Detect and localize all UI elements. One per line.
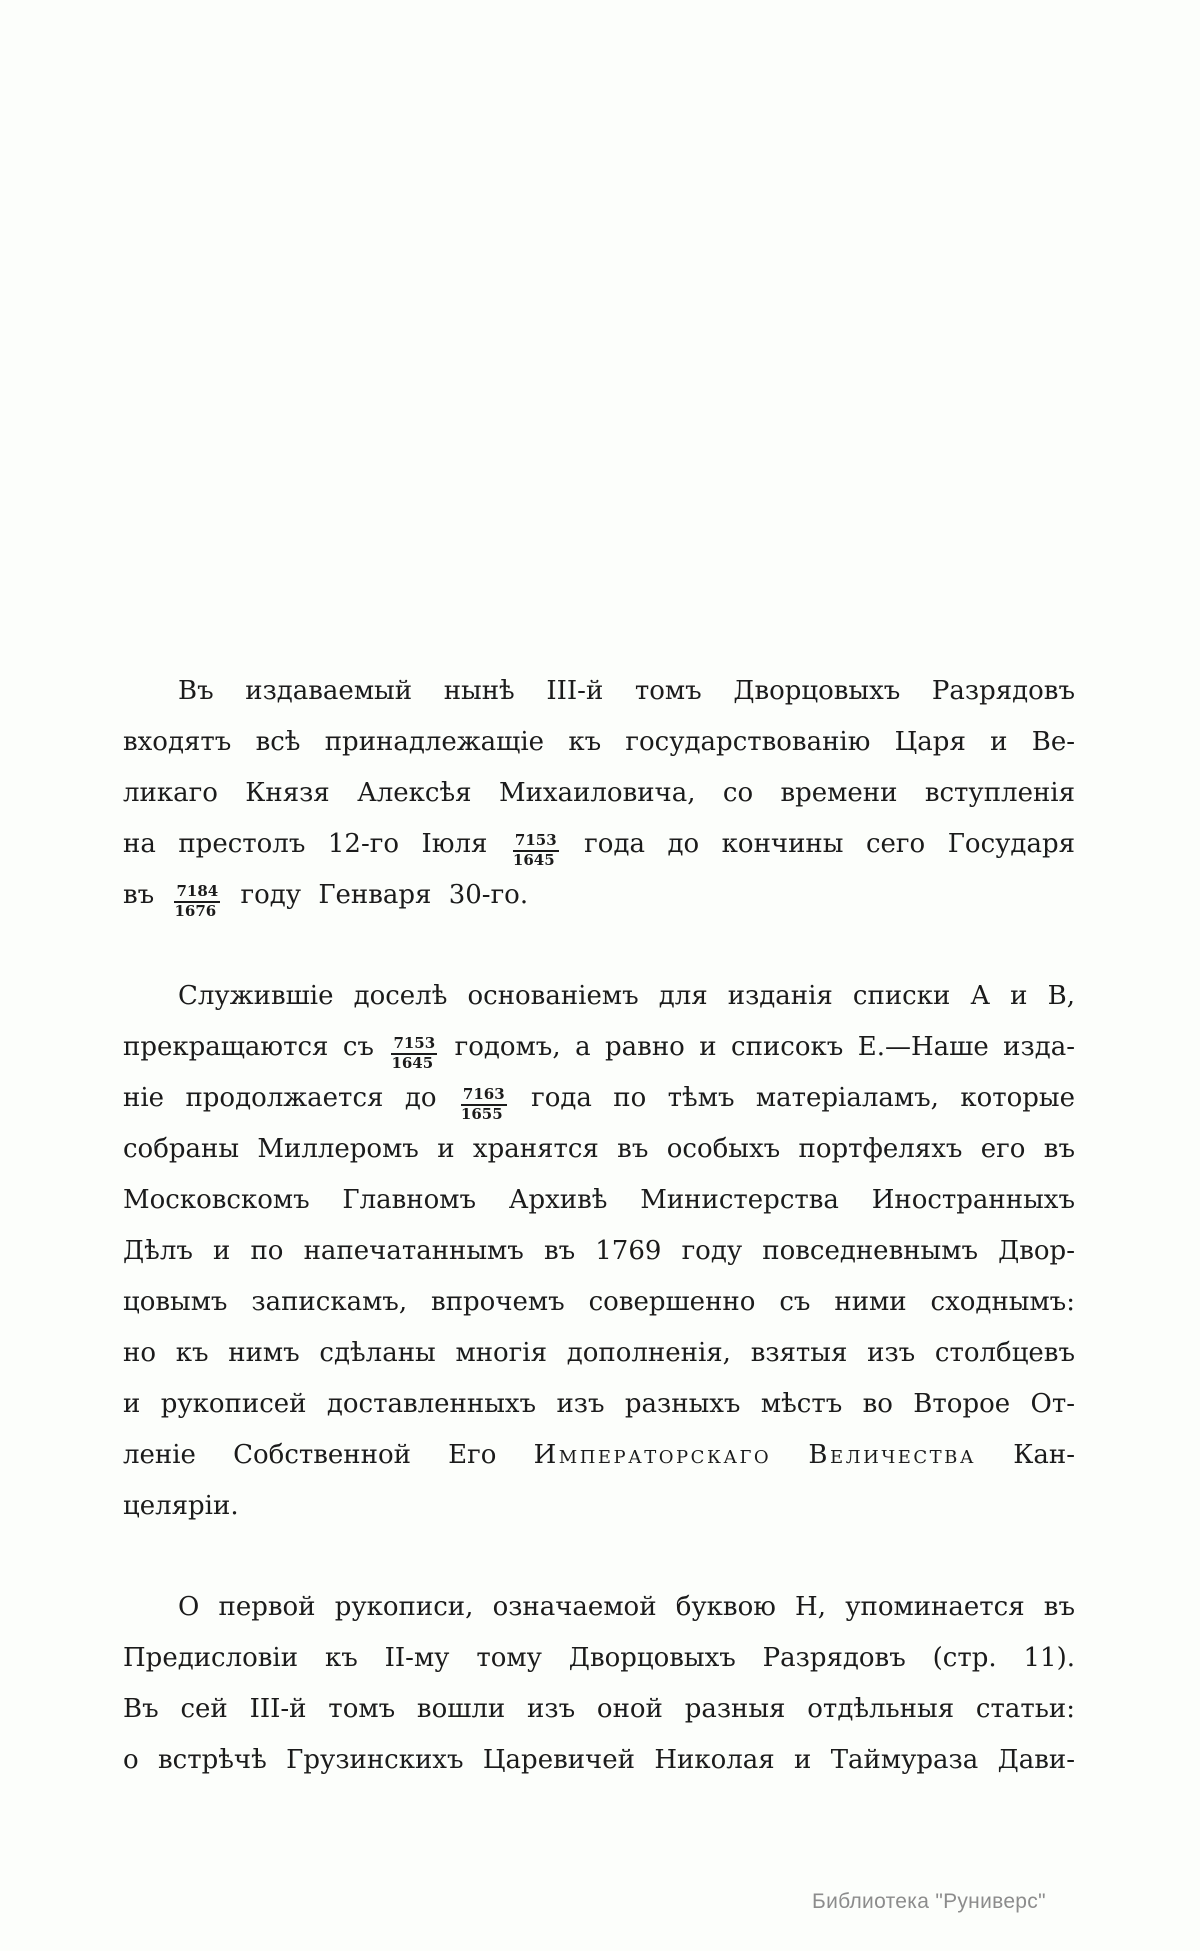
fraction-numerator: 7163 xyxy=(461,1087,507,1106)
text-line: на престолъ 12-го Іюля $\frac{7153}{1645}$ года до кончины сего Государя xyxy=(123,829,1075,869)
text-line: ликаго Князя Алексѣя Михаиловича, со времени вступленія xyxy=(123,778,1075,808)
text-line: прекращаются съ $\frac{7153}{1645}$ годомъ, а равно и списокъ Е.—Наше изда- xyxy=(123,1032,1075,1072)
text-line: Служившіе доселѣ основаніемъ для изданія списки А и В, xyxy=(178,981,1075,1011)
paragraph xyxy=(123,971,1075,1532)
page-text-block xyxy=(123,666,1075,1786)
text-line: Московскомъ Главномъ Архивѣ Министерства Иностранныхъ xyxy=(123,1185,1075,1215)
text-line: Дѣлъ и по напечатаннымъ въ 1769 году повседневнымъ Двор- xyxy=(123,1236,1075,1266)
text-line: Въ сей III-й томъ вошли изъ оной разныя отдѣльныя статьи: xyxy=(123,1694,1075,1724)
text-line: входятъ всѣ принадлежащіе къ государствованію Царя и Ве- xyxy=(123,727,1075,757)
text-line: собраны Миллеромъ и хранятся въ особыхъ портфеляхъ его въ xyxy=(123,1134,1075,1164)
fraction-numerator: 7153 xyxy=(513,833,559,852)
fraction-numerator: 7153 xyxy=(391,1036,437,1055)
text-line: Въ издаваемый нынѣ III-й томъ Дворцовыхъ Разрядовъ xyxy=(178,676,1075,706)
fraction-denominator: 1645 xyxy=(391,1053,434,1072)
fraction-denominator: 1676 xyxy=(174,901,217,920)
text-line: и рукописей доставленныхъ изъ разныхъ мѣстъ во Второе От- xyxy=(123,1389,1075,1419)
paragraph xyxy=(123,666,1075,921)
runivers-library-watermark: Библиотека "Руниверс" xyxy=(812,1890,1046,1913)
fraction-denominator: 1645 xyxy=(512,850,555,869)
text-line: но къ нимъ сдѣланы многія дополненія, взятыя изъ столбцевъ xyxy=(123,1338,1075,1368)
year-fraction xyxy=(174,884,220,920)
small-caps-text: Императорскаго xyxy=(533,1440,772,1470)
text-line: цовымъ запискамъ, впрочемъ совершенно съ ними сходнымъ: xyxy=(123,1287,1075,1317)
fraction-denominator: 1655 xyxy=(460,1104,503,1123)
text-line: о встрѣчѣ Грузинскихъ Царевичей Николая и Таймураза Дави- xyxy=(123,1745,1075,1775)
paragraph xyxy=(123,1582,1075,1786)
year-fraction xyxy=(513,833,559,869)
text-line: Предисловіи къ II-му тому Дворцовыхъ Разрядовъ (стр. 11). xyxy=(123,1643,1075,1673)
text-line: въ $\frac{7184}{1676}$ году Генваря 30-го. xyxy=(123,880,529,920)
text-line: О первой рукописи, означаемой буквою Н, упоминается въ xyxy=(178,1592,1075,1622)
text-line: леніе Собственной Его Императорскаго Величества Кан- xyxy=(123,1440,1075,1470)
text-line: ніе продолжается до $\frac{7163}{1655}$ года по тѣмъ матеріаламъ, которые xyxy=(123,1083,1075,1123)
small-caps-text: Величества xyxy=(808,1440,977,1470)
year-fraction xyxy=(461,1087,507,1123)
year-fraction xyxy=(391,1036,437,1072)
fraction-numerator: 7184 xyxy=(174,884,220,903)
text-line: целяріи. xyxy=(123,1491,239,1521)
